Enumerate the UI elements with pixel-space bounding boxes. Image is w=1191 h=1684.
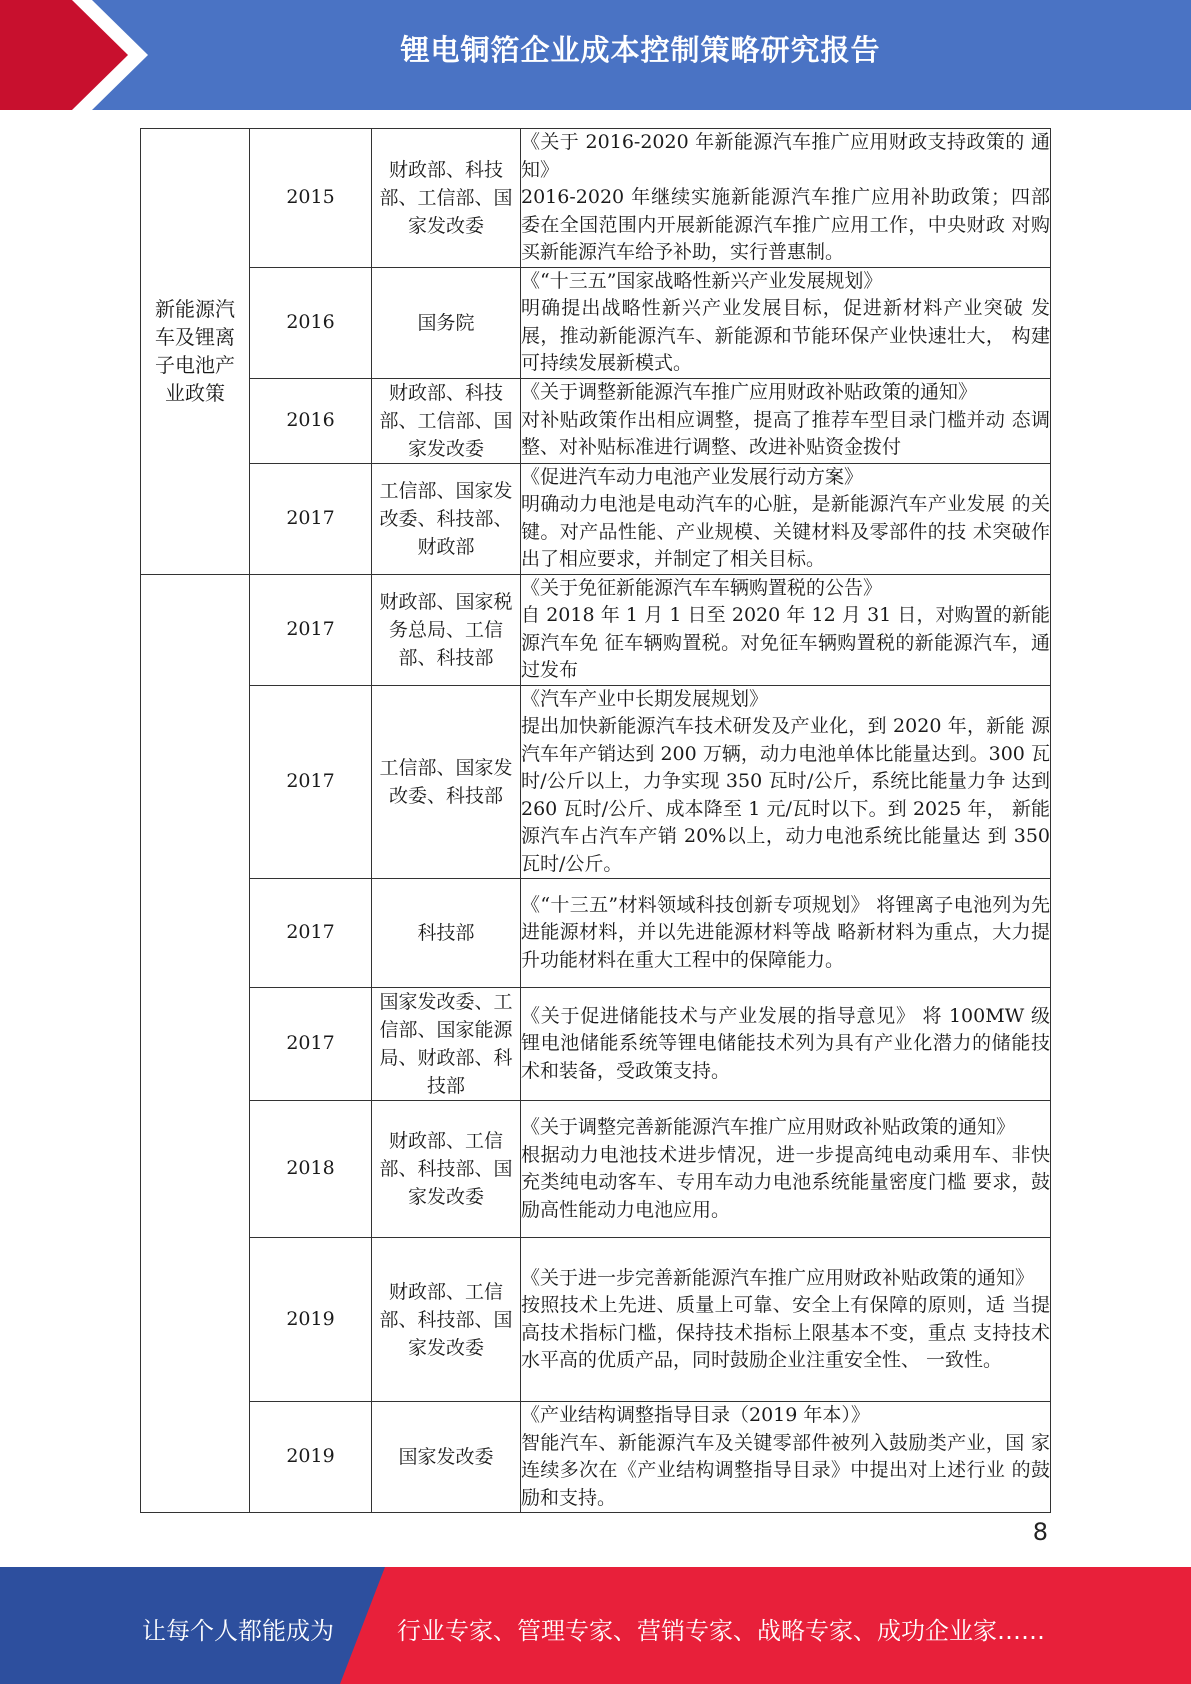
content-text xyxy=(521,129,1050,267)
content-text xyxy=(521,1265,1050,1375)
year-cell: 2019 xyxy=(250,1402,372,1513)
department-cell: 国务院 xyxy=(372,267,521,378)
policy-table-body xyxy=(141,129,1051,1513)
department-text: 国家发改委、工 信部、国家能源 局、财政部、科 技部 xyxy=(379,991,513,1097)
table-row xyxy=(141,879,1051,988)
department-text: 财政部、工信部、科技部、国 家发改委 xyxy=(379,1130,513,1208)
department-text: 财政部、国家税 务总局、工信 部、科技部 xyxy=(379,590,513,669)
content-line: 按照技术上先进、质量上可靠、安全上有保障的原则，适 当提高技术指标门槛，保持技术指标上限基本不变，重点 支持技术水平高的优质产品，同时鼓励企业注重安全性、 一致性。 xyxy=(521,1294,1050,1371)
content-text xyxy=(521,1003,1050,1086)
category-cell-empty xyxy=(141,574,250,1513)
table-row xyxy=(141,463,1051,574)
content-line: 《促进汽车动力电池产业发展行动方案》 xyxy=(521,465,864,488)
content-line: 《产业结构调整指导目录（2019 年本）》 xyxy=(521,1404,870,1426)
content-line: 《关于促进储能技术与产业发展的指导意见》 将 100MW 级锂电池储能系统等锂电储能技术列为具有产业化潜力的储能技术和装备，受政策支持。 xyxy=(521,1004,1050,1082)
table-row xyxy=(141,1101,1051,1238)
content-cell xyxy=(521,685,1051,879)
content-line: 《关于 2016-2020 年新能源汽车推广应用财政支持政策的 通知》 xyxy=(521,131,1050,181)
content-cell xyxy=(521,267,1051,378)
footer-slogan-right: 行业专家、管理专家、营销专家、战略专家、成功企业家…… xyxy=(397,1617,1045,1645)
content-line: 《关于免征新能源汽车车辆购置税的公告》 xyxy=(521,576,883,599)
department-cell xyxy=(372,1101,521,1238)
content-line: 明确提出战略性新兴产业发展目标，促进新材料产业突破 发展，推动新能源汽车、新能源和节能环保产业快速壮大， 构建可持续发展新模式。 xyxy=(521,297,1050,374)
content-text xyxy=(521,1402,1050,1512)
content-cell xyxy=(521,1238,1051,1402)
content-line: 《“十三五”国家战略性新兴产业发展规划》 xyxy=(521,269,883,292)
footer-banner xyxy=(0,1567,1191,1684)
content-cell xyxy=(521,879,1051,988)
department-cell xyxy=(372,1238,521,1402)
year-cell: 2017 xyxy=(250,988,372,1101)
content-text xyxy=(521,575,1050,685)
department-text: 财政部、科技部、工信部、国 家发改委 xyxy=(379,158,513,237)
table-row xyxy=(141,1402,1051,1513)
content-cell xyxy=(521,378,1051,463)
year-cell: 2017 xyxy=(250,685,372,879)
content-text xyxy=(521,892,1050,975)
department-cell: 国家发改委 xyxy=(372,1402,521,1513)
department-cell xyxy=(372,378,521,463)
footer-slogan-left: 让每个人都能成为 xyxy=(142,1617,334,1645)
content-text xyxy=(521,686,1050,879)
year-cell: 2018 xyxy=(250,1101,372,1238)
page-number: 8 xyxy=(1032,1518,1048,1546)
department-cell xyxy=(372,129,521,268)
content-line: 明确动力电池是电动汽车的心脏，是新能源汽车产业发展 的关键。对产品性能、产业规模、关键材料及零部件的技 术突破作出了相应要求，并制定了相关目标。 xyxy=(521,493,1050,570)
content-line: 《汽车产业中长期发展规划》 xyxy=(521,687,769,710)
table-row xyxy=(141,267,1051,378)
content-line: 对补贴政策作出相应调整，提高了推荐车型目录门槛并动 态调整、对补贴标准进行调整、改进补贴资金拨付 xyxy=(521,408,1050,459)
content-cell xyxy=(521,574,1051,685)
table-row xyxy=(141,1238,1051,1402)
department-cell xyxy=(372,988,521,1101)
table-row xyxy=(141,988,1051,1101)
year-cell: 2016 xyxy=(250,378,372,463)
policy-table-wrapper xyxy=(140,128,1050,1513)
content-cell xyxy=(521,463,1051,574)
department-text: 财政部、工信部、科技部、国 家发改委 xyxy=(379,1280,513,1359)
table-row xyxy=(141,378,1051,463)
content-cell xyxy=(521,1402,1051,1513)
year-cell: 2015 xyxy=(250,129,372,268)
report-title: 锂电铜箔企业成本控制策略研究报告 xyxy=(400,33,881,67)
content-line: 《关于进一步完善新能源汽车推广应用财政补贴政策的通知》 xyxy=(521,1266,1035,1289)
department-text: 工信部、国家发 改委、科技部 xyxy=(379,756,513,807)
department-cell xyxy=(372,463,521,574)
header-banner xyxy=(0,0,1191,110)
content-text xyxy=(521,464,1050,574)
content-cell xyxy=(521,129,1051,268)
content-line: 2016-2020 年继续实施新能源汽车推广应用补助政策；四部 委在全国范围内开展新能源汽车推广应用工作，中央财政 对购买新能源汽车给予补助，实行普惠制。 xyxy=(521,186,1050,263)
department-text: 工信部、国家发 改委、科技部、 财政部 xyxy=(379,479,513,558)
table-row xyxy=(141,574,1051,685)
content-line: 《关于调整新能源汽车推广应用财政补贴政策的通知》 xyxy=(521,381,978,404)
department-cell: 科技部 xyxy=(372,879,521,988)
year-cell: 2017 xyxy=(250,879,372,988)
content-line: 智能汽车、新能源汽车及关键零部件被列入鼓励类产业，国 家连续多次在《产业结构调整指导目录》中提出对上述行业 的鼓励和支持。 xyxy=(521,1431,1050,1509)
content-line: 《关于调整完善新能源汽车推广应用财政补贴政策的通知》 xyxy=(521,1116,1016,1138)
content-text xyxy=(521,1114,1050,1224)
year-cell: 2019 xyxy=(250,1238,372,1402)
content-text xyxy=(521,268,1050,378)
category-label: 新能源汽车及锂离子电池产业政策 xyxy=(155,297,235,406)
content-line: 根据动力电池技术进步情况，进一步提高纯电动乘用车、非快充类纯电动客车、专用车动力电池系统能量密度门槛 要求，鼓励高性能动力电池应用。 xyxy=(521,1143,1050,1221)
category-cell xyxy=(141,129,250,575)
table-row xyxy=(141,685,1051,879)
content-line: 《“十三五”材料领域科技创新专项规划》 将锂离子电池列为先进能源材料，并以先进能源材料等战 略新材料为重点，大力提升功能材料在重大工程中的保障能力。 xyxy=(521,893,1050,971)
policy-table xyxy=(140,128,1051,1513)
content-cell xyxy=(521,988,1051,1101)
content-text xyxy=(521,379,1050,462)
table-row xyxy=(141,129,1051,268)
year-cell: 2017 xyxy=(250,574,372,685)
department-cell xyxy=(372,685,521,879)
year-cell: 2017 xyxy=(250,463,372,574)
content-line: 自 2018 年 1 月 1 日至 2020 年 12 月 31 日，对购置的新能源汽车免 征车辆购置税。对免征车辆购置税的新能源汽车，通过发布 xyxy=(521,604,1050,681)
year-cell: 2016 xyxy=(250,267,372,378)
content-cell xyxy=(521,1101,1051,1238)
department-cell xyxy=(372,574,521,685)
content-line: 提出加快新能源汽车技术研发及产业化，到 2020 年，新能 源汽车年产销达到 200 万辆，动力电池单体比能量达到。300 瓦时/公斤以上，力争实现 350 瓦时/公斤，系统比能量力争 达到 260 瓦时/公斤、成本降至 1 元/瓦时以下。到 2025 年， 新能源汽车占汽车产销 20%以上，动力电池系统比能量达 到 350 瓦时/公斤。 xyxy=(521,715,1050,875)
department-text: 财政部、科技部、工信部、国 家发改委 xyxy=(379,381,513,460)
